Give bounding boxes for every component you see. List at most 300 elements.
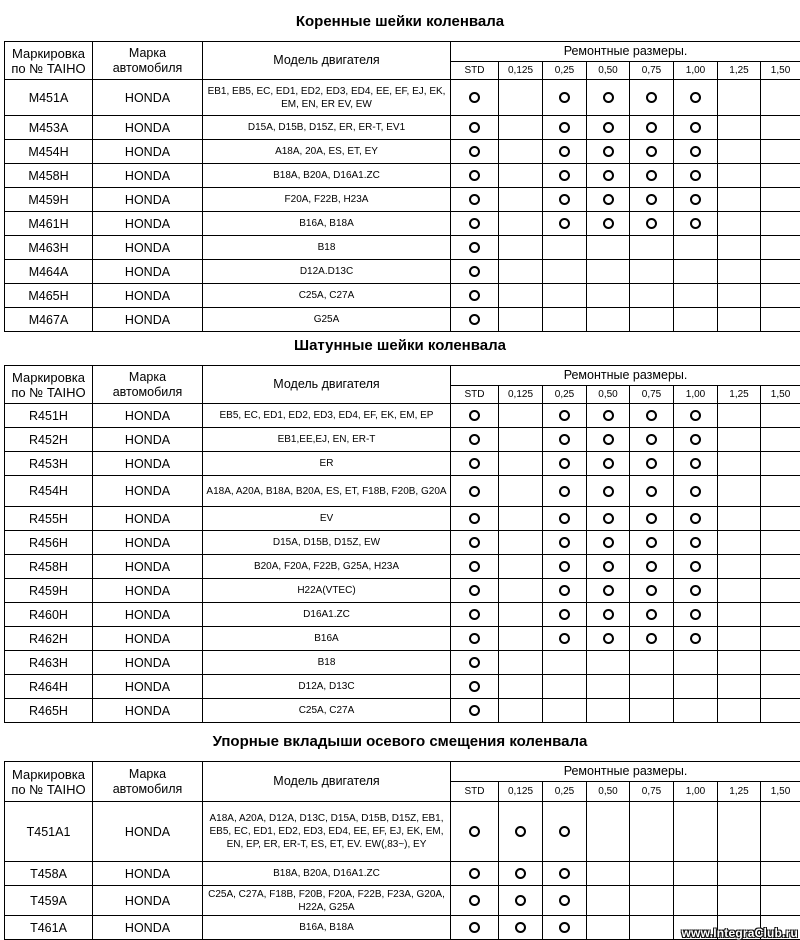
available-circle-icon [469, 609, 480, 620]
size-availability-cell [718, 476, 761, 507]
car-brand: HONDA [93, 428, 203, 452]
available-circle-icon [646, 92, 657, 103]
car-brand: HONDA [93, 260, 203, 284]
car-brand: HONDA [93, 886, 203, 916]
size-availability-cell [761, 452, 800, 476]
part-code: R451H [5, 404, 93, 428]
size-availability-cell [451, 284, 499, 308]
size-availability-cell [630, 531, 674, 555]
size-availability-cell [499, 579, 543, 603]
available-circle-icon [515, 868, 526, 879]
available-circle-icon [469, 434, 480, 445]
size-availability-cell [543, 188, 587, 212]
size-availability-cell [451, 116, 499, 140]
table-row [5, 164, 800, 188]
header-size-2: 0,25 [543, 386, 587, 404]
header-code: Маркировка по № TAIHO [5, 42, 93, 80]
size-availability-cell [499, 886, 543, 916]
size-availability-cell [718, 862, 761, 886]
table-row [5, 308, 800, 332]
header-size-5: 1,00 [674, 386, 718, 404]
part-code: R453H [5, 452, 93, 476]
part-code: R452H [5, 428, 93, 452]
size-availability-cell [543, 212, 587, 236]
part-code: R459H [5, 579, 93, 603]
header-brand: Марка автомобиля [93, 42, 203, 80]
size-availability-cell [499, 308, 543, 332]
available-circle-icon [690, 218, 701, 229]
engine-models: B20A, F20A, F22B, G25A, H23A [203, 555, 451, 579]
available-circle-icon [469, 410, 480, 421]
available-circle-icon [603, 146, 614, 157]
part-code: T451A1 [5, 802, 93, 862]
available-circle-icon [559, 434, 570, 445]
size-availability-cell [499, 260, 543, 284]
available-circle-icon [469, 826, 480, 837]
size-availability-cell [761, 886, 800, 916]
size-availability-cell [674, 579, 718, 603]
available-circle-icon [469, 895, 480, 906]
available-circle-icon [469, 486, 480, 497]
size-availability-cell [630, 916, 674, 940]
available-circle-icon [603, 410, 614, 421]
header-size-7: 1,50 [761, 386, 800, 404]
part-code: T458A [5, 862, 93, 886]
size-availability-cell [761, 675, 800, 699]
size-availability-cell [630, 627, 674, 651]
available-circle-icon [603, 434, 614, 445]
available-circle-icon [559, 561, 570, 572]
size-availability-cell [674, 164, 718, 188]
header-repair-sizes: Ремонтные размеры. [451, 762, 800, 782]
available-circle-icon [515, 826, 526, 837]
size-availability-cell [587, 699, 630, 723]
available-circle-icon [469, 314, 480, 325]
size-availability-cell [499, 675, 543, 699]
part-code: R454H [5, 476, 93, 507]
size-availability-cell [718, 452, 761, 476]
size-availability-cell [718, 80, 761, 116]
header-repair-sizes: Ремонтные размеры. [451, 42, 800, 62]
size-availability-cell [674, 651, 718, 675]
size-availability-cell [543, 555, 587, 579]
engine-models: B16A [203, 627, 451, 651]
available-circle-icon [515, 922, 526, 933]
size-availability-cell [630, 579, 674, 603]
available-circle-icon [559, 537, 570, 548]
size-availability-cell [451, 651, 499, 675]
engine-models: D16A1.ZC [203, 603, 451, 627]
available-circle-icon [646, 410, 657, 421]
table-row [5, 116, 800, 140]
size-availability-cell [451, 308, 499, 332]
size-availability-cell [587, 603, 630, 627]
engine-models: C25A, C27A [203, 284, 451, 308]
size-availability-cell [451, 260, 499, 284]
available-circle-icon [469, 242, 480, 253]
available-circle-icon [603, 218, 614, 229]
size-availability-cell [587, 507, 630, 531]
size-availability-cell [499, 476, 543, 507]
available-circle-icon [690, 170, 701, 181]
size-availability-cell [543, 862, 587, 886]
size-availability-cell [630, 404, 674, 428]
size-availability-cell [451, 507, 499, 531]
available-circle-icon [646, 434, 657, 445]
engine-models: B16A, B18A [203, 916, 451, 940]
available-circle-icon [559, 410, 570, 421]
available-circle-icon [559, 170, 570, 181]
part-code: T461A [5, 916, 93, 940]
size-availability-cell [718, 284, 761, 308]
size-availability-cell [761, 236, 800, 260]
watermark: www.IntegraClub.ru [681, 926, 798, 940]
engine-models: B18 [203, 651, 451, 675]
size-availability-cell [587, 260, 630, 284]
table-row [5, 507, 800, 531]
size-availability-cell [761, 802, 800, 862]
size-availability-cell [630, 80, 674, 116]
table-row [5, 260, 800, 284]
size-availability-cell [630, 284, 674, 308]
part-code: R465H [5, 699, 93, 723]
size-availability-cell [451, 212, 499, 236]
header-brand: Марка автомобиля [93, 366, 203, 404]
engine-models: D12A, D13C [203, 675, 451, 699]
size-availability-cell [761, 627, 800, 651]
size-availability-cell [718, 212, 761, 236]
size-availability-cell [543, 675, 587, 699]
size-availability-cell [630, 603, 674, 627]
engine-models: D15A, D15B, D15Z, ER, ER-T, EV1 [203, 116, 451, 140]
size-availability-cell [451, 236, 499, 260]
size-availability-cell [630, 308, 674, 332]
available-circle-icon [469, 458, 480, 469]
size-availability-cell [718, 308, 761, 332]
size-availability-cell [718, 188, 761, 212]
size-availability-cell [499, 404, 543, 428]
available-circle-icon [690, 92, 701, 103]
car-brand: HONDA [93, 675, 203, 699]
size-availability-cell [674, 404, 718, 428]
part-code: T459A [5, 886, 93, 916]
available-circle-icon [603, 561, 614, 572]
table-row [5, 404, 800, 428]
size-availability-cell [674, 452, 718, 476]
size-availability-cell [761, 80, 800, 116]
available-circle-icon [646, 561, 657, 572]
size-availability-cell [718, 260, 761, 284]
available-circle-icon [559, 194, 570, 205]
size-availability-cell [674, 862, 718, 886]
engine-models: B18A, B20A, D16A1.ZC [203, 164, 451, 188]
car-brand: HONDA [93, 452, 203, 476]
size-availability-cell [543, 886, 587, 916]
available-circle-icon [469, 513, 480, 524]
size-availability-cell [543, 916, 587, 940]
size-availability-cell [451, 802, 499, 862]
table-row [5, 140, 800, 164]
size-availability-cell [451, 80, 499, 116]
size-availability-cell [499, 802, 543, 862]
size-availability-cell [499, 80, 543, 116]
available-circle-icon [690, 146, 701, 157]
size-availability-cell [587, 188, 630, 212]
size-availability-cell [630, 236, 674, 260]
available-circle-icon [515, 895, 526, 906]
available-circle-icon [559, 895, 570, 906]
size-availability-cell [761, 116, 800, 140]
available-circle-icon [469, 290, 480, 301]
available-circle-icon [690, 609, 701, 620]
available-circle-icon [690, 434, 701, 445]
table-row [5, 802, 800, 862]
car-brand: HONDA [93, 476, 203, 507]
part-code: R458H [5, 555, 93, 579]
size-availability-cell [543, 802, 587, 862]
engine-models: A18A, A20A, D12A, D13C, D15A, D15B, D15Z, EB1, EB5, EC, ED1, ED2, ED3, ED4, EE, EF, EJ, EK, EM, EN, EP, ER, ER-T, ES, ET, EV. EW(,83~), EY [203, 802, 451, 862]
part-code: M465H [5, 284, 93, 308]
size-availability-cell [718, 116, 761, 140]
table-row [5, 531, 800, 555]
part-code: M454H [5, 140, 93, 164]
size-availability-cell [630, 212, 674, 236]
available-circle-icon [690, 122, 701, 133]
available-circle-icon [646, 170, 657, 181]
available-circle-icon [603, 633, 614, 644]
size-availability-cell [630, 802, 674, 862]
header-size-0: STD [451, 62, 499, 80]
part-code: R456H [5, 531, 93, 555]
size-availability-cell [718, 699, 761, 723]
size-availability-cell [718, 428, 761, 452]
size-availability-cell [451, 452, 499, 476]
size-availability-cell [587, 452, 630, 476]
table-row [5, 428, 800, 452]
header-size-4: 0,75 [630, 782, 674, 802]
header-size-5: 1,00 [674, 62, 718, 80]
size-availability-cell [587, 886, 630, 916]
size-availability-cell [587, 579, 630, 603]
header-size-3: 0,50 [587, 62, 630, 80]
size-availability-cell [499, 212, 543, 236]
header-size-0: STD [451, 386, 499, 404]
size-availability-cell [630, 886, 674, 916]
size-availability-cell [761, 476, 800, 507]
available-circle-icon [603, 92, 614, 103]
engine-models: F20A, F22B, H23A [203, 188, 451, 212]
size-availability-cell [630, 140, 674, 164]
table-row [5, 188, 800, 212]
available-circle-icon [469, 218, 480, 229]
table-row [5, 699, 800, 723]
available-circle-icon [603, 585, 614, 596]
header-model: Модель двигателя [203, 42, 451, 80]
engine-models: C25A, C27A, F18B, F20B, F20A, F22B, F23A, G20A, H22A, G25A [203, 886, 451, 916]
size-availability-cell [718, 651, 761, 675]
part-code: M463H [5, 236, 93, 260]
part-code: R455H [5, 507, 93, 531]
table-row [5, 284, 800, 308]
part-code: R460H [5, 603, 93, 627]
engine-models: EB1, EB5, EC, ED1, ED2, ED3, ED4, EE, EF, EJ, EK, EM, EN, ER EV, EW [203, 80, 451, 116]
car-brand: HONDA [93, 579, 203, 603]
size-availability-cell [718, 802, 761, 862]
size-availability-cell [761, 308, 800, 332]
rod-journals-table [4, 365, 800, 723]
size-availability-cell [674, 236, 718, 260]
size-availability-cell [630, 452, 674, 476]
available-circle-icon [469, 585, 480, 596]
available-circle-icon [646, 458, 657, 469]
available-circle-icon [559, 122, 570, 133]
header-size-3: 0,50 [587, 782, 630, 802]
engine-models: A18A, 20A, ES, ET, EY [203, 140, 451, 164]
available-circle-icon [603, 609, 614, 620]
size-availability-cell [499, 862, 543, 886]
size-availability-cell [674, 188, 718, 212]
header-size-2: 0,25 [543, 62, 587, 80]
car-brand: HONDA [93, 531, 203, 555]
header-brand: Марка автомобиля [93, 762, 203, 802]
size-availability-cell [499, 140, 543, 164]
size-availability-cell [761, 651, 800, 675]
available-circle-icon [559, 146, 570, 157]
size-availability-cell [761, 555, 800, 579]
part-code: M453A [5, 116, 93, 140]
table-row [5, 603, 800, 627]
thrust-bearings-table [4, 761, 800, 940]
table-row [5, 627, 800, 651]
engine-models: EB5, EC, ED1, ED2, ED3, ED4, EF, EK, EM, EP [203, 404, 451, 428]
size-availability-cell [587, 116, 630, 140]
header-size-4: 0,75 [630, 386, 674, 404]
size-availability-cell [718, 579, 761, 603]
available-circle-icon [646, 609, 657, 620]
car-brand: HONDA [93, 802, 203, 862]
size-availability-cell [543, 603, 587, 627]
size-availability-cell [674, 140, 718, 164]
table-row [5, 555, 800, 579]
size-availability-cell [499, 284, 543, 308]
available-circle-icon [690, 458, 701, 469]
table-row [5, 212, 800, 236]
engine-models: C25A, C27A [203, 699, 451, 723]
size-availability-cell [718, 404, 761, 428]
car-brand: HONDA [93, 651, 203, 675]
size-availability-cell [630, 188, 674, 212]
available-circle-icon [690, 486, 701, 497]
size-availability-cell [761, 212, 800, 236]
size-availability-cell [630, 862, 674, 886]
size-availability-cell [499, 428, 543, 452]
size-availability-cell [761, 140, 800, 164]
engine-models: D12A.D13C [203, 260, 451, 284]
size-availability-cell [543, 627, 587, 651]
size-availability-cell [451, 555, 499, 579]
header-size-2: 0,25 [543, 782, 587, 802]
engine-models: G25A [203, 308, 451, 332]
available-circle-icon [646, 633, 657, 644]
car-brand: HONDA [93, 862, 203, 886]
size-availability-cell [630, 675, 674, 699]
size-availability-cell [543, 531, 587, 555]
car-brand: HONDA [93, 284, 203, 308]
available-circle-icon [603, 194, 614, 205]
available-circle-icon [646, 537, 657, 548]
car-brand: HONDA [93, 699, 203, 723]
car-brand: HONDA [93, 507, 203, 531]
table-row [5, 651, 800, 675]
available-circle-icon [646, 194, 657, 205]
size-availability-cell [761, 862, 800, 886]
available-circle-icon [469, 868, 480, 879]
size-availability-cell [499, 164, 543, 188]
size-availability-cell [451, 164, 499, 188]
car-brand: HONDA [93, 188, 203, 212]
available-circle-icon [469, 170, 480, 181]
size-availability-cell [587, 140, 630, 164]
engine-models: B16A, B18A [203, 212, 451, 236]
available-circle-icon [469, 657, 480, 668]
size-availability-cell [674, 428, 718, 452]
size-availability-cell [543, 404, 587, 428]
engine-models: EV [203, 507, 451, 531]
size-availability-cell [451, 476, 499, 507]
size-availability-cell [451, 862, 499, 886]
engine-models: B18 [203, 236, 451, 260]
available-circle-icon [690, 633, 701, 644]
available-circle-icon [690, 194, 701, 205]
size-availability-cell [718, 603, 761, 627]
available-circle-icon [559, 513, 570, 524]
size-availability-cell [543, 164, 587, 188]
size-availability-cell [499, 555, 543, 579]
car-brand: HONDA [93, 916, 203, 940]
available-circle-icon [469, 194, 480, 205]
table-row [5, 80, 800, 116]
size-availability-cell [587, 428, 630, 452]
size-availability-cell [451, 531, 499, 555]
available-circle-icon [603, 122, 614, 133]
size-availability-cell [718, 886, 761, 916]
table-row [5, 579, 800, 603]
available-circle-icon [469, 561, 480, 572]
size-availability-cell [674, 80, 718, 116]
header-size-6: 1,25 [718, 386, 761, 404]
size-availability-cell [587, 404, 630, 428]
size-availability-cell [543, 308, 587, 332]
header-repair-sizes: Ремонтные размеры. [451, 366, 800, 386]
size-availability-cell [451, 140, 499, 164]
header-model: Модель двигателя [203, 762, 451, 802]
size-availability-cell [718, 507, 761, 531]
car-brand: HONDA [93, 212, 203, 236]
size-availability-cell [674, 675, 718, 699]
size-availability-cell [451, 886, 499, 916]
engine-models: H22A(VTEC) [203, 579, 451, 603]
size-availability-cell [543, 428, 587, 452]
size-availability-cell [587, 555, 630, 579]
part-code: R463H [5, 651, 93, 675]
table-row [5, 862, 800, 886]
available-circle-icon [559, 486, 570, 497]
part-code: M459H [5, 188, 93, 212]
available-circle-icon [646, 585, 657, 596]
table-row [5, 886, 800, 916]
available-circle-icon [603, 170, 614, 181]
header-size-1: 0,125 [499, 62, 543, 80]
